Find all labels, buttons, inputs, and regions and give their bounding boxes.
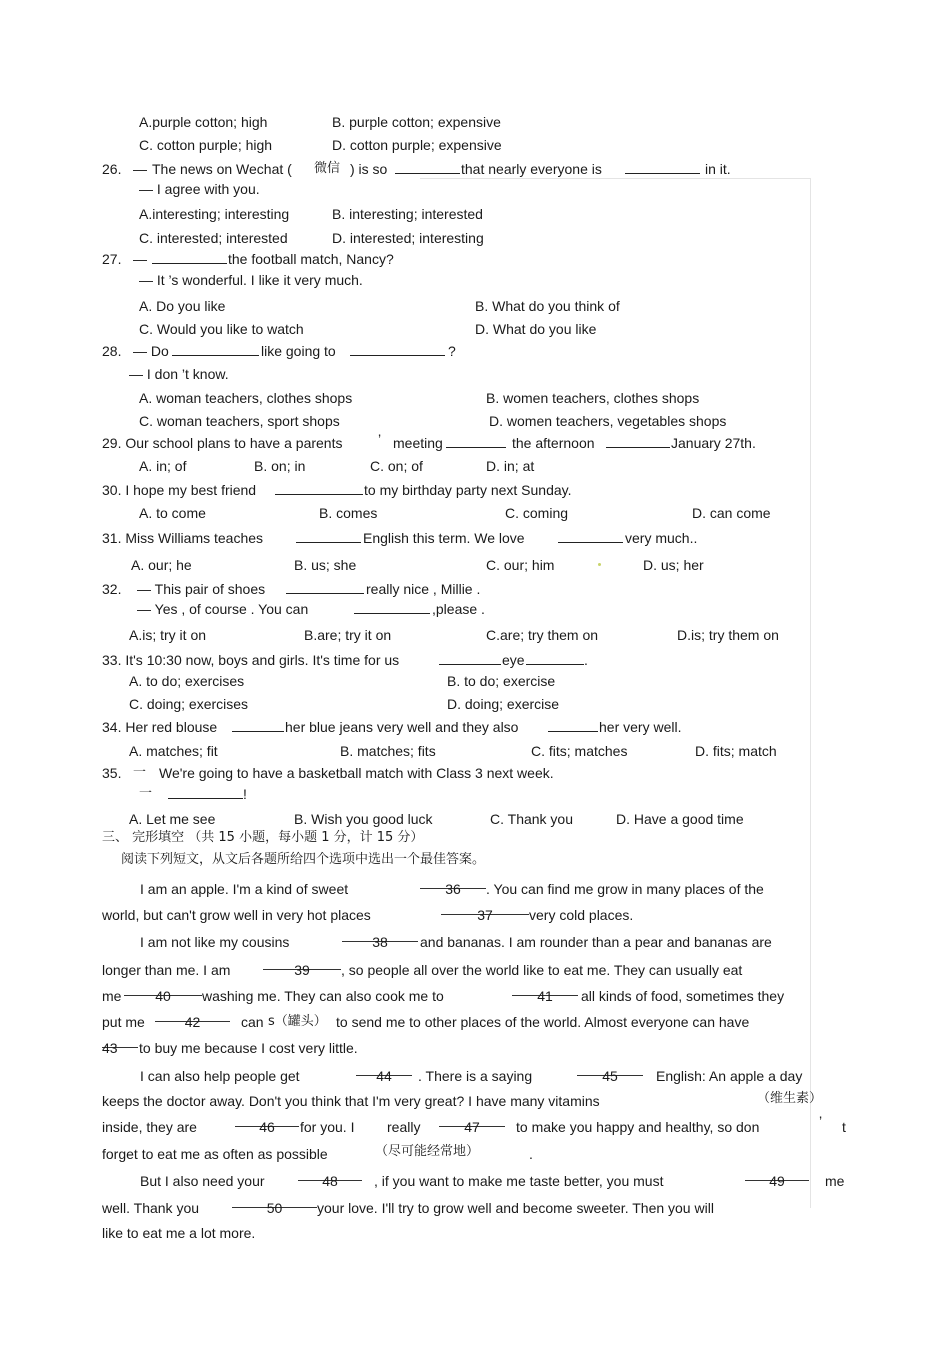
page-frame-line [810,178,811,1208]
q28-option-a: A. woman teachers, clothes shops [139,390,353,406]
q35-option-b: B. Wish you good luck [294,811,433,827]
passage-text: . There is a saying [418,1068,533,1084]
cloze-gap [356,1067,412,1085]
answer-blank [354,600,430,618]
passage-text: to send me to other places of the world. Almost everyone can have [336,1014,750,1030]
answer-blank [350,342,445,360]
q35-text: We're going to have a basketball match with Class 3 next week. [159,765,554,781]
q26-text-2: ) is so [350,161,388,177]
q30-text-1: 30. I hope my best friend [102,482,257,498]
q34-text-3: her very well. [599,719,682,735]
q27-option-a: A. Do you like [139,298,226,314]
q33-option-c: C. doing; exercises [129,696,249,712]
q31-option-c: C. our; him [486,557,555,573]
gap-number: 38 [372,934,388,950]
answer-blank [625,160,700,178]
answer-blank [395,160,460,178]
q32-text-1: — This pair of shoes [137,581,266,597]
passage-text: very cold places. [529,907,634,923]
gap-number: 50 [266,1200,283,1216]
cloze-gap [512,987,578,1005]
q33-text-3: . [584,652,588,668]
passage-text: all kinds of food, sometimes they [581,988,785,1004]
section-title: 三、 完形填空 （共 15 小题，每小题 1 分，计 15 分） [102,830,424,845]
passage-text: forget to eat me as often as possible [102,1146,328,1162]
answer-blank [526,651,584,669]
q25-option-d: D. cotton purple; expensive [332,137,502,153]
gap-number: 40 [155,988,171,1004]
q29-text-1: 29. Our school plans to have a parents [102,435,343,451]
passage-text: I can also help people get [140,1068,300,1084]
q33-text-1: 33. It's 10:30 now, boys and girls. It's time for us [102,652,400,668]
passage-text: to make you happy and healthy, so don [516,1119,760,1135]
q31-option-a: A. our; he [131,557,192,573]
q28-text-2: like going to [261,343,336,359]
q27-option-b: B. What do you think of [475,298,620,314]
passage-text: I am an apple. I'm a kind of sweet [140,881,349,897]
q34-text-1: 34. Her red blouse [102,719,218,735]
speck [598,563,601,566]
q32-reply-2: ,please . [432,601,485,617]
passage-text: me [102,988,122,1004]
q32-option-a: A.is; try it on [129,627,207,643]
passage-text: well. Thank you [102,1200,200,1216]
q29-text-3: the afternoon [512,435,595,451]
q27-option-d: D. What do you like [475,321,597,337]
gap-number: 47 [464,1119,480,1135]
q28-option-b: B. women teachers, clothes shops [486,390,700,406]
q31-text-2: English this term. We love [363,530,525,546]
q32-option-d: D.is; try them on [677,627,779,643]
q32-option-c: C.are; try them on [486,627,599,643]
passage-text: like to eat me a lot more. [102,1225,256,1241]
answer-blank [275,481,363,499]
q34-option-a: A. matches; fit [129,743,218,759]
q27-number: 27. [102,251,122,267]
passage-text: . [529,1146,533,1162]
q27-reply: — It ’s wonderful. I like it very much. [139,272,363,288]
answer-blank [296,529,361,547]
q33-text-2: eye [502,652,525,668]
gap-number: 41 [537,988,553,1004]
q28-reply: — I don ’t know. [129,366,229,382]
cloze-gap [441,906,529,924]
q35-dash: 一 [133,765,147,780]
q35-option-a: A. Let me see [129,811,216,827]
q25-option-b: B. purple cotton; expensive [332,114,501,130]
q33-option-a: A. to do; exercises [129,673,245,689]
passage-chinese: s（罐头） [268,1014,327,1029]
passage-text: can [241,1014,264,1030]
q26-text-1: The news on Wechat ( [152,161,292,177]
q35-number: 35. [102,765,122,781]
q29-text-4: January 27th. [671,435,756,451]
answer-blank [286,580,364,598]
cloze-gap [124,987,202,1005]
q34-option-b: B. matches; fits [340,743,436,759]
gap-number: 48 [322,1173,338,1189]
page-frame-line [420,178,810,179]
passage-text: for you. I [300,1119,355,1135]
cloze-gap [577,1067,643,1085]
answer-blank [168,785,243,803]
q28-text-3: ? [448,343,456,359]
q33-option-b: B. to do; exercise [447,673,556,689]
answer-blank [172,342,259,360]
passage-text: , if you want to make me taste better, you must [374,1173,664,1189]
cloze-gap [263,961,341,979]
answer-blank [152,250,227,268]
passage-chinese: （维生素） [757,1091,823,1106]
q25-option-a: A.purple cotton; high [139,114,268,130]
q30-option-c: C. coming [505,505,569,521]
gap-number: 37 [477,907,493,923]
q28-option-d: D. women teachers, vegetables shops [489,413,727,429]
q26-chinese: 微信 [314,161,341,176]
gap-number: 44 [376,1068,392,1084]
answer-blank [548,718,598,736]
cloze-gap [298,1172,362,1190]
q29-option-d: D. in; at [486,458,535,474]
gap-number: 43 [102,1040,118,1056]
q30-text-2: to my birthday party next Sunday. [364,482,572,498]
q26-option-c: C. interested; interested [139,230,288,246]
q25-option-c: C. cotton purple; high [139,137,273,153]
gap-number: 42 [184,1014,201,1030]
passage-text: English: An apple a day [656,1068,803,1084]
cloze-gap [102,1039,138,1057]
passage-text: really [387,1119,421,1135]
q32-text-2: really nice , Millie . [366,581,481,597]
answer-blank [606,434,670,452]
q30-option-d: D. can come [692,505,771,521]
q35-reply-end: ! [243,786,247,802]
passage-text: and bananas. I am rounder than a pear and bananas are [420,934,772,950]
answer-blank [446,434,506,452]
q31-text-3: very much.. [625,530,698,546]
q27-text: the football match, Nancy? [228,251,394,267]
q26-text-3: that nearly everyone is [461,161,602,177]
passage-text: I am not like my cousins [140,934,290,950]
q26-option-d: D. interested; interesting [332,230,484,246]
passage-apostrophe: ’ [819,1113,823,1129]
passage-text: your love. I'll try to grow well and become sweeter. Then you will [317,1200,714,1216]
q28-number: 28. [102,343,122,359]
q31-option-d: D. us; her [643,557,704,573]
passage-text: t [842,1119,846,1135]
q29-option-c: C. on; of [370,458,423,474]
cloze-gap [235,1118,299,1136]
gap-number: 36 [445,881,461,897]
passage-text: longer than me. I am [102,962,231,978]
passage-text: washing me. They can also cook me to [202,988,444,1004]
section-instruction: 阅读下列短文，从文后各题所给四个选项中选出一个最佳答案。 [121,852,486,867]
gap-number: 46 [259,1119,275,1135]
q35-reply-dash: 一 [139,786,153,801]
answer-blank [232,718,284,736]
q32-reply-1: — Yes , of course . You can [137,601,309,617]
cloze-gap [420,880,486,898]
passage-text: , so people all over the world like to eat me. They can usually eat [341,962,743,978]
q34-option-d: D. fits; match [695,743,777,759]
passage-text: But I also need your [140,1173,265,1189]
gap-number: 45 [602,1068,618,1084]
gap-number: 39 [294,962,310,978]
passage-chinese: （尽可能经常地） [375,1144,480,1159]
q35-option-c: C. Thank you [490,811,574,827]
cloze-gap [342,933,418,951]
cloze-gap [232,1199,317,1217]
q33-option-d: D. doing; exercise [447,696,560,712]
q26-dash: — [133,161,147,177]
passage-text: inside, they are [102,1119,197,1135]
passage-text: to buy me because I cost very little. [139,1040,358,1056]
q35-option-d: D. Have a good time [616,811,744,827]
q27-option-c: C. Would you like to watch [139,321,304,337]
q27-dash: — [133,251,147,267]
q30-option-b: B. comes [319,505,378,521]
q26-option-a: A.interesting; interesting [139,206,290,222]
passage-text: . You can find me grow in many places of the [486,881,764,897]
q26-text-4: in it. [705,161,731,177]
q26-option-b: B. interesting; interested [332,206,483,222]
q34-option-c: C. fits; matches [531,743,628,759]
q29-option-b: B. on; in [254,458,306,474]
passage-text: world, but can't grow well in very hot places [102,907,371,923]
q31-text-1: 31. Miss Williams teaches [102,530,264,546]
q31-option-b: B. us; she [294,557,357,573]
passage-text: keeps the doctor away. Don't you think that I'm very great? I have many vitamins [102,1093,600,1109]
q28-text-1: — Do [133,343,169,359]
q34-text-2: her blue jeans very well and they also [285,719,519,735]
q30-option-a: A. to come [139,505,206,521]
passage-text: me [825,1173,845,1189]
answer-blank [558,529,623,547]
cloze-gap [155,1013,230,1031]
passage-text: put me [102,1014,145,1030]
q32-number: 32. [102,581,122,597]
q29-apostrophe: ’ [378,431,382,447]
gap-number: 49 [769,1173,785,1189]
q26-number: 26. [102,161,122,177]
cloze-gap [745,1172,809,1190]
answer-blank [439,651,501,669]
q29-text-2: meeting [393,435,443,451]
q32-option-b: B.are; try it on [304,627,392,643]
q26-reply: — I agree with you. [139,181,260,197]
q29-option-a: A. in; of [139,458,187,474]
cloze-gap [439,1118,505,1136]
q28-option-c: C. woman teachers, sport shops [139,413,340,429]
